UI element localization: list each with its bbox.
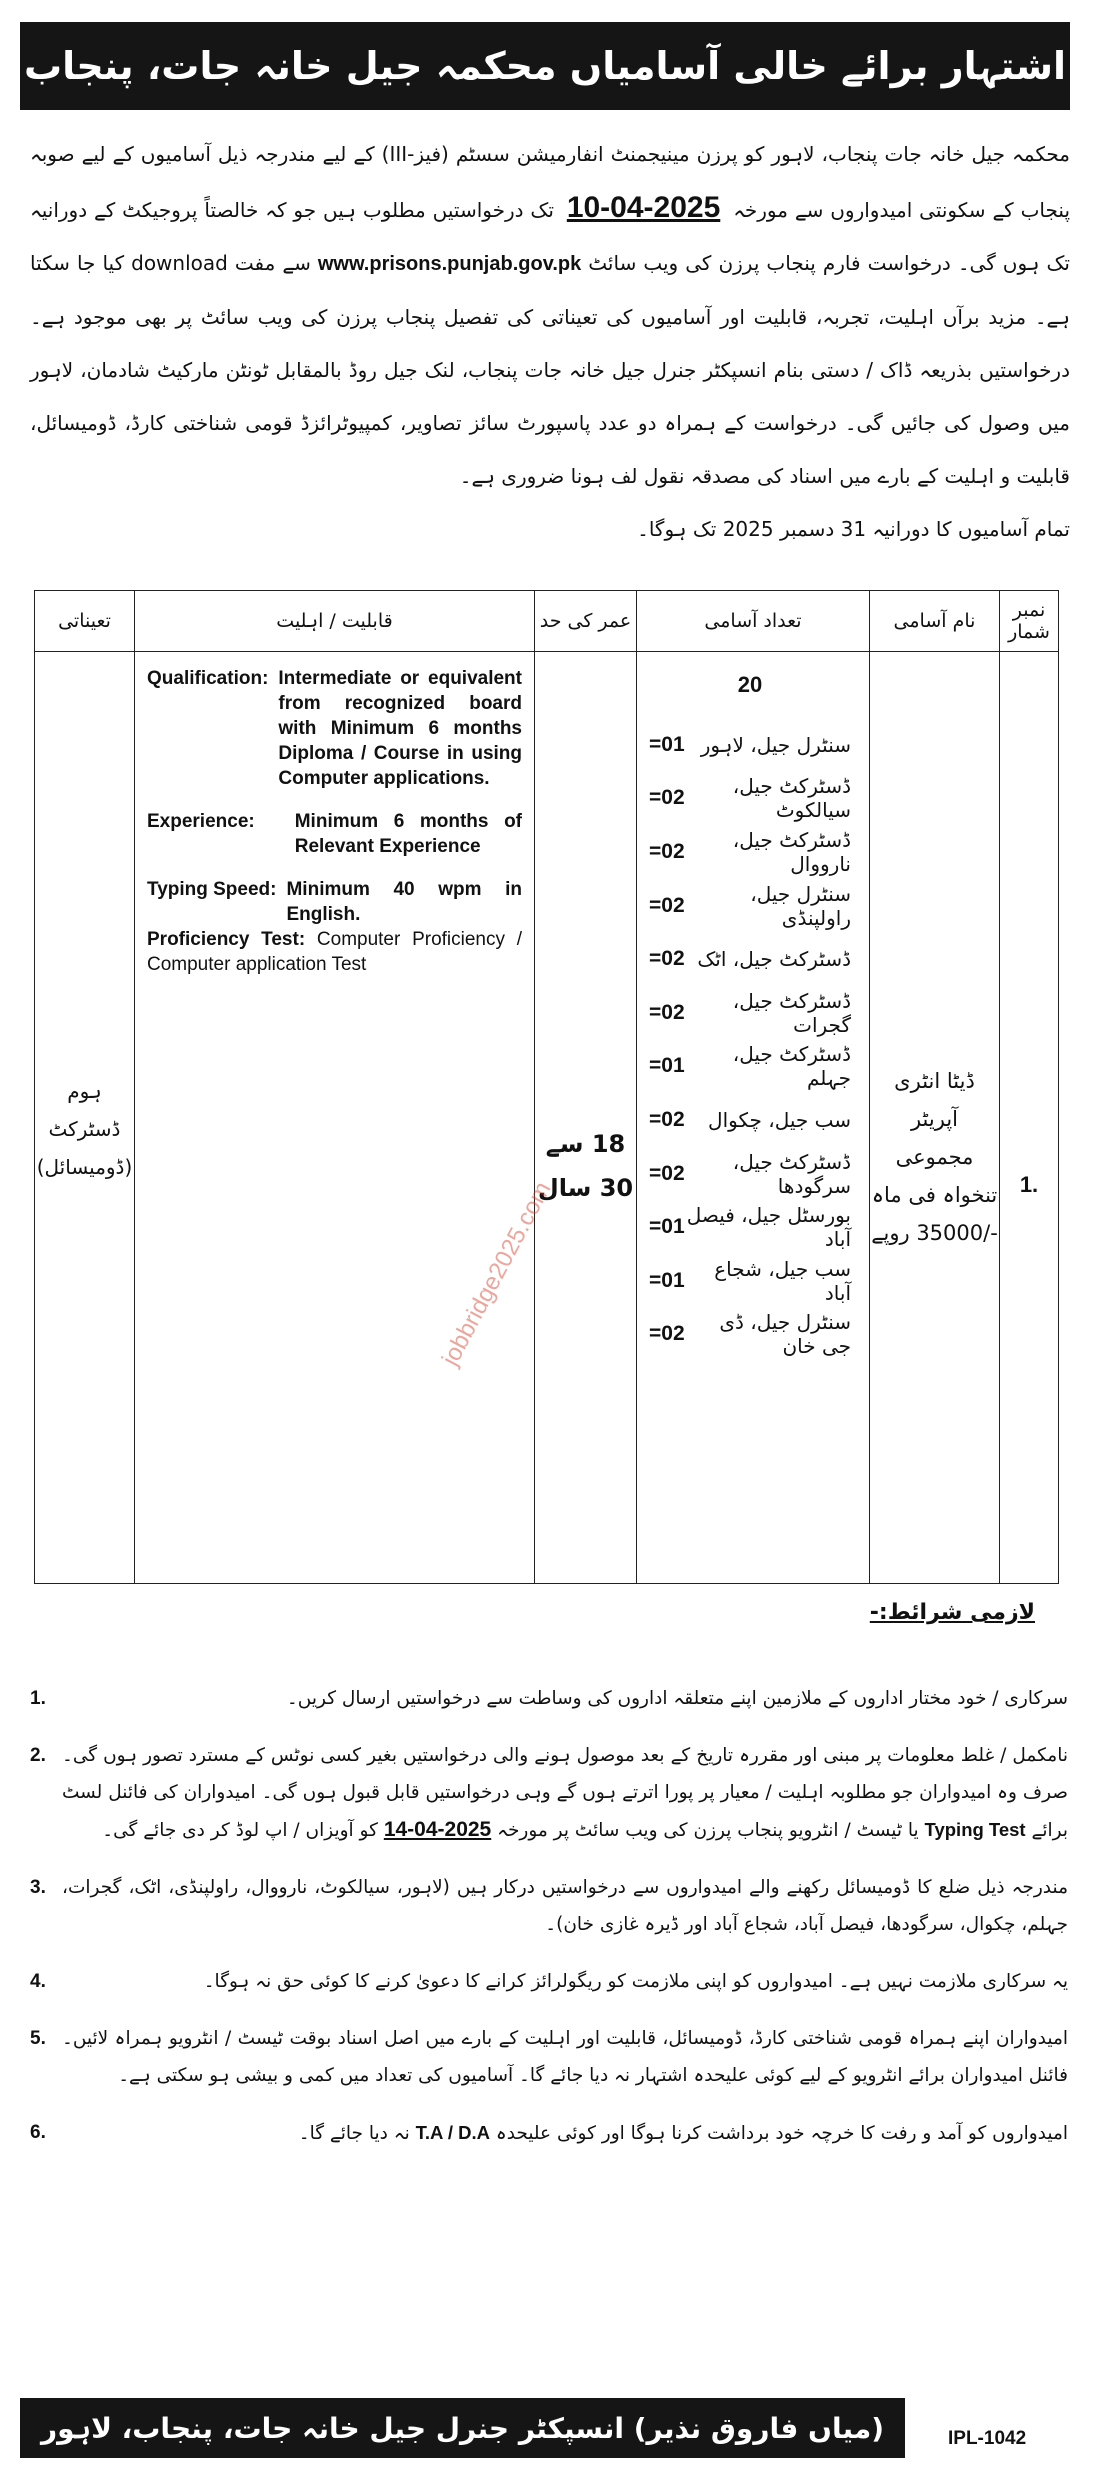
intro-text-4: تمام آسامیوں کا دورانیہ 31 دسمبر 2025 تک ہوگا۔ xyxy=(637,517,1070,541)
jail-name: ڈسٹرکٹ جیل، گجرات xyxy=(732,988,851,1037)
jail-name: بورسٹل جیل، فیصل آباد xyxy=(686,1203,851,1252)
deadline-date: 10-04-2025 xyxy=(566,191,721,224)
seat-count: =02 xyxy=(649,1161,685,1185)
header-posting: تعیناتی xyxy=(35,591,135,652)
seat-row xyxy=(649,1200,851,1254)
conditions-title: لازمی شرائط:- xyxy=(869,1600,1035,1625)
seat-list xyxy=(649,718,851,1361)
jail-name: ڈسٹرکٹ جیل، نارووال xyxy=(732,827,851,876)
posting-cell xyxy=(35,652,135,1584)
posting-line-3: (ڈومیسائل) xyxy=(36,1155,133,1179)
condition-text: امیدواروں کو آمد و رفت کا خرچہ خود برداشت کرنا ہوگا اور کوئی علیحدہ xyxy=(495,2123,1068,2144)
seat-count: =02 xyxy=(649,893,685,917)
ipl-code: IPL-1042 xyxy=(948,2428,1027,2449)
condition-number: 5. xyxy=(30,2028,46,2049)
seat-row xyxy=(649,986,851,1040)
table-header-row xyxy=(35,591,1059,652)
serial-number: 1. xyxy=(1019,1172,1039,1197)
typing-label: Typing Speed: xyxy=(147,879,277,900)
header-age: عمر کی حد xyxy=(535,591,637,652)
seat-row xyxy=(649,1147,851,1201)
condition-number: 1. xyxy=(30,1688,46,1709)
qualification-cell xyxy=(135,652,535,1584)
seat-row xyxy=(649,718,851,772)
posting-line-2: ڈسٹرکٹ xyxy=(48,1117,121,1141)
seat-count: =02 xyxy=(649,1107,685,1131)
typing-test-label: Typing Test xyxy=(924,1819,1026,1840)
post-line-3: -/35000 روپے xyxy=(871,1221,998,1245)
post-cell xyxy=(870,652,1000,1584)
seat-total: 20 xyxy=(737,672,763,697)
experience-value: Minimum 6 months of Relevant Experience xyxy=(294,811,522,857)
qualification-value: Intermediate or equivalent from recognized board with Minimum 6 months Diploma / Course in using Computer applications. xyxy=(278,668,522,789)
seat-row xyxy=(649,1308,851,1362)
signature-footer xyxy=(20,2398,905,2458)
table-row xyxy=(35,652,1059,1584)
signatory: (میاں فاروق نذیر) انسپکٹر جنرل جیل خانہ جات، پنجاب، لاہور xyxy=(40,2411,885,2445)
vacancy-table xyxy=(34,590,1059,1584)
experience-label: Experience: xyxy=(147,811,255,832)
experience-row xyxy=(147,809,522,859)
intro-text-1: محکمہ جیل خانہ جات پنجاب، لاہور کو پرزن مینیجمنٹ انفارمیشن سسٹم (فیز-III) کے لیے مندرجہ ذیل آسامیوں کے لیے صوبہ پنجاب کے سکونتی امیدواروں سے مورخہ xyxy=(30,142,1071,222)
proficiency-row xyxy=(147,927,522,977)
ad-title: اشتہار برائے خالی آسامیاں محکمہ جیل خانہ جات، پنجاب xyxy=(23,44,1067,88)
condition-text: یا ٹیسٹ / انٹرویو پنجاب پرزن کی ویب سائٹ پر مورخہ xyxy=(497,1820,919,1841)
typing-value: Minimum 40 wpm in English. xyxy=(286,879,522,925)
seat-row xyxy=(649,1254,851,1308)
post-line-2: مجموعی تنخواہ فی ماہ xyxy=(871,1145,998,1207)
condition-item xyxy=(30,2114,1068,2152)
seat-row xyxy=(649,932,851,986)
ta-da-label: T.A / D.A xyxy=(415,2122,490,2143)
seat-row xyxy=(649,772,851,826)
watermark: jobbridge2025.com xyxy=(436,1177,557,1371)
seat-count: =02 xyxy=(649,786,685,810)
seat-count: =02 xyxy=(649,1000,685,1024)
proficiency-text xyxy=(147,927,522,977)
website-url: www.prisons.punjab.gov.pk xyxy=(317,253,582,275)
conditions-list xyxy=(30,1680,1068,2152)
seat-count: =02 xyxy=(649,1322,685,1346)
condition-number: 4. xyxy=(30,1971,46,1992)
condition-text: یہ سرکاری ملازمت نہیں ہے۔ امیدواروں کو اپنی ملازمت کو ریگولرائز کرانے کا دعویٰ کرنے کا کوئی حق نہ ہوگا۔ xyxy=(203,1971,1068,1992)
jail-name: ڈسٹرکٹ جیل، جہلم xyxy=(732,1042,851,1091)
header-seats: تعداد آسامی xyxy=(637,591,870,652)
age-cell xyxy=(535,652,637,1584)
condition-text: نہ دیا جائے گا۔ xyxy=(298,2123,410,2144)
condition-number: 3. xyxy=(30,1877,46,1898)
condition-item xyxy=(30,1963,1068,2000)
header-sr: نمبر شمار xyxy=(1000,591,1059,652)
jail-name: سب جیل، چکوال xyxy=(708,1107,851,1132)
proficiency-value: Computer Proficiency / Computer application Test xyxy=(147,929,523,975)
seat-count: =01 xyxy=(649,1054,685,1078)
header-qualification: قابلیت / اہلیت xyxy=(135,591,535,652)
jail-name: سنٹرل جیل، ڈی جی خان xyxy=(719,1310,851,1359)
seat-count: =01 xyxy=(649,1215,685,1239)
sr-cell xyxy=(1000,652,1059,1584)
seat-count: =02 xyxy=(649,947,685,971)
post-line-1: ڈیٹا انٹری آپریٹر xyxy=(894,1069,975,1131)
qualification-label: Qualification: xyxy=(147,668,269,689)
condition-number: 2. xyxy=(30,1745,46,1766)
seat-row xyxy=(649,825,851,879)
jail-name: سب جیل، شجاع آباد xyxy=(714,1256,851,1305)
posting-line-1: ہوم xyxy=(67,1079,102,1103)
condition-item xyxy=(30,1680,1068,1717)
condition-item xyxy=(30,1869,1068,1943)
header-post: نام آسامی xyxy=(870,591,1000,652)
jail-name: ڈسٹرکٹ جیل، اٹک xyxy=(697,947,851,972)
seat-row xyxy=(649,1093,851,1147)
intro-text-2: تک درخواستیں مطلوب ہیں جو کہ خالصتاً پروجیکٹ کے دورانیہ تک ہوں گی۔ درخواست فارم پنجاب پرزن کی ویب سائٹ xyxy=(30,198,1071,275)
condition-item xyxy=(30,1737,1068,1849)
intro-text-3: سے مفت download کیا جا سکتا ہے۔ مزید برآں اہلیت، تجربہ، قابلیت اور آسامیوں کی تعیناتی کی تفصیل پنجاب پرزن کی ویب سائٹ پر بھی موجود ہے۔ درخواستیں بذریعہ ڈاک / دستی بنام انسپکٹر جنرل جیل خانہ جات پنجاب، لنک جیل روڈ بالمقابل ٹونٹن مارکیٹ شادمان، لاہور میں وصول کی جائیں گی۔ درخواست کے ہمراہ دو عدد پاسپورٹ سائز تصاویر، کمپیوٹرائزڈ قومی شناختی کارڈ، ڈومیسائل، قابلیت و اہلیت کے بارے میں اسناد کی مصدقہ نقول لف ہونا ضروری ہے۔ xyxy=(30,251,1070,488)
typing-row xyxy=(147,877,522,927)
jail-name: سنٹرل جیل، لاہور xyxy=(700,732,851,757)
seats-cell xyxy=(637,652,870,1584)
condition-text: کو آویزاں / اپ لوڈ کر دی جائے گی۔ xyxy=(102,1820,378,1841)
condition-text: امیدواران اپنے ہمراہ قومی شناختی کارڈ، ڈومیسائل، قابلیت اور اہلیت کے بارے میں اصل اسناد بوقت ٹیسٹ / انٹرویو ہمراہ لائیں۔ فائنل امیدواران برائے انٹرویو کے لیے کوئی علیحدہ اشتہار نہ دیا جائے گا۔ آسامیوں کی تعداد میں کمی و بیشی ہو سکتی ہے۔ xyxy=(62,2028,1068,2086)
jail-name: ڈسٹرکٹ جیل، سرگودھا xyxy=(732,1149,851,1198)
seat-row xyxy=(649,1040,851,1094)
intro-paragraph xyxy=(30,128,1070,556)
age-line-2: 30 سال xyxy=(537,1174,634,1202)
age-line-1: 18 سے xyxy=(545,1130,626,1158)
jail-name: ڈسٹرکٹ جیل، سیالکوٹ xyxy=(732,774,851,823)
seat-count: =01 xyxy=(649,1268,685,1292)
result-date: 14-04-2025 xyxy=(383,1818,492,1841)
proficiency-label: Proficiency Test: xyxy=(147,929,306,950)
condition-text: نامکمل / غلط معلومات پر مبنی اور مقررہ تاریخ کے بعد موصول ہونے والی درخواستیں بغیر کسی نوٹس کے مسترد تصور ہوں گی۔ صرف وہ امیدواران جو مطلوبہ اہلیت / معیار پر پورا اترتے ہوں گے وہی درخواستیں قابل قبول ہوں گی۔ امیدواران کی فائنل لسٹ برائے xyxy=(62,1745,1068,1841)
condition-text: سرکاری / خود مختار اداروں کے ملازمین اپنے متعلقہ اداروں کی وساطت سے درخواستیں ارسال کریں۔ xyxy=(286,1688,1068,1709)
jail-name: سنٹرل جیل، راولپنڈی xyxy=(750,881,851,930)
condition-number: 6. xyxy=(30,2122,46,2143)
seat-row xyxy=(649,879,851,933)
condition-text: مندرجہ ذیل ضلع کا ڈومیسائل رکھنے والے امیدواروں سے درخواستیں درکار ہیں (لاہور، سیالکوٹ، نارووال، راولپنڈی، اٹک، گجرات، جہلم، چکوال، سرگودھا، فیصل آباد، شجاع آباد اور ڈیرہ غازی خان)۔ xyxy=(62,1877,1068,1935)
qualification-row xyxy=(147,666,522,791)
seat-count: =02 xyxy=(649,839,685,863)
seat-count: =01 xyxy=(649,732,685,756)
ad-header xyxy=(20,22,1070,110)
condition-item xyxy=(30,2020,1068,2094)
